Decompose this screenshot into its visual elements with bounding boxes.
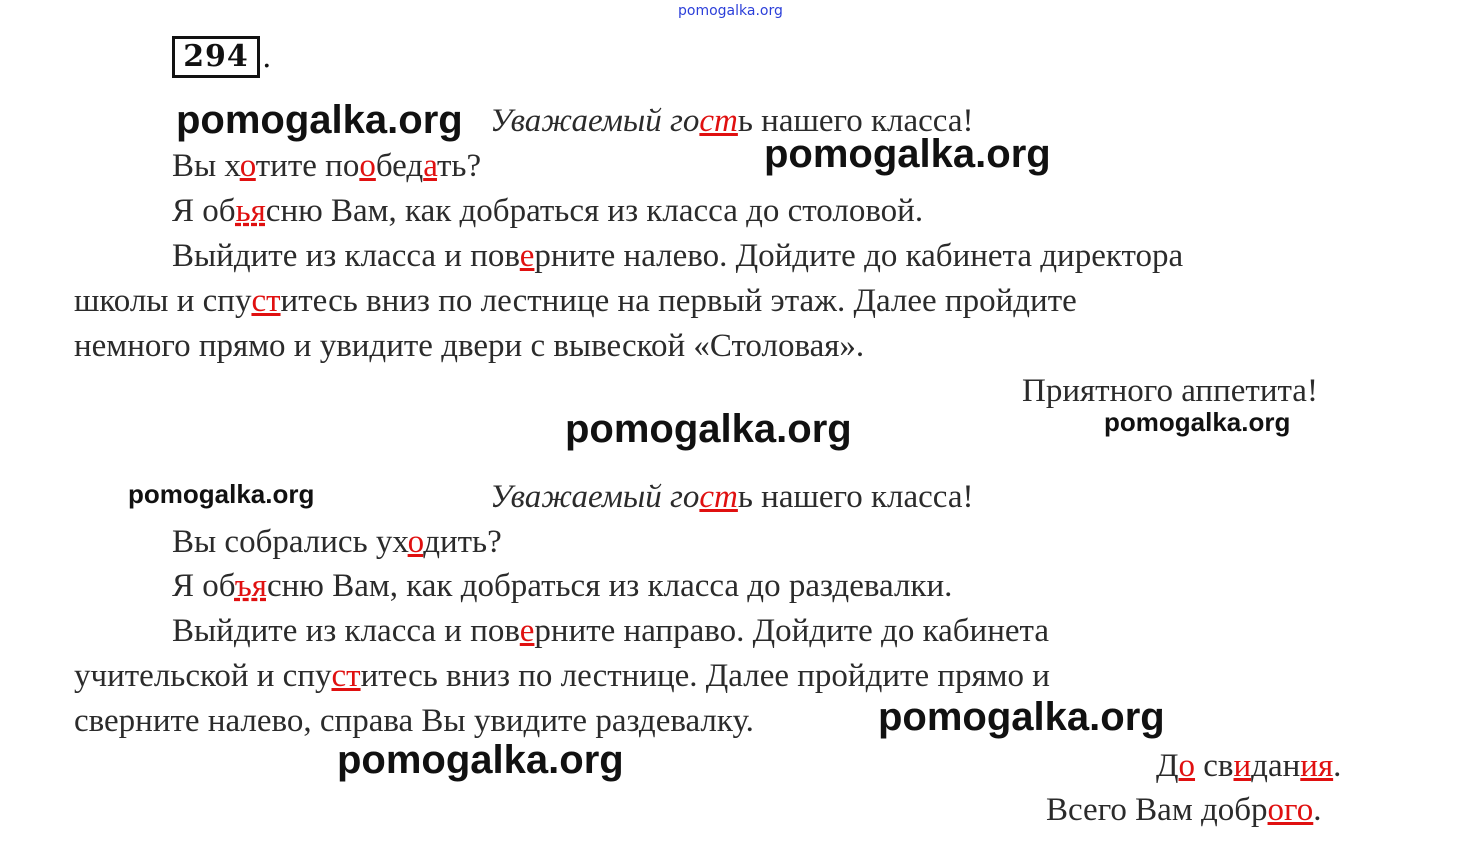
orthogram: ст <box>331 658 361 694</box>
letter2-line2 <box>172 566 952 606</box>
letter2-closing2 <box>1046 790 1322 830</box>
text-segment: школы и спу <box>74 283 252 319</box>
text-segment: итесь вниз по лестнице. Далее пройдите прямо и <box>360 658 1050 694</box>
exercise-number-dot: . <box>262 40 272 75</box>
letter1-line3 <box>172 236 1183 276</box>
text-segment: сню Вам, как добраться из класса до столовой. <box>265 193 924 229</box>
orthogram: ст <box>699 479 738 515</box>
letter2-line4 <box>74 656 1050 696</box>
orthogram: ъя <box>234 568 267 604</box>
text-segment: ь нашего класса! <box>737 479 974 515</box>
text-segment: сню Вам, как добраться из класса до раздевалки. <box>266 568 953 604</box>
watermark: pomogalka.org <box>337 738 624 782</box>
orthogram: о <box>407 524 424 560</box>
text-segment: св <box>1195 748 1234 784</box>
letter2-greeting <box>490 477 973 517</box>
text-segment: Д <box>1156 748 1179 784</box>
text-segment: бед <box>375 148 424 184</box>
orthogram: о <box>239 148 256 184</box>
text-segment: Вы собрались ух <box>172 524 408 560</box>
text-segment: ть? <box>436 148 482 184</box>
text-segment: Вы х <box>172 148 240 184</box>
watermark: pomogalka.org <box>1104 407 1291 437</box>
text-segment: итесь вниз по лестнице на первый этаж. Далее пройдите <box>280 283 1077 319</box>
orthogram: ья <box>235 193 266 229</box>
orthogram: о <box>359 148 376 184</box>
orthogram: е <box>519 613 535 649</box>
orthogram: ст <box>699 103 738 139</box>
text-segment: тите по <box>255 148 360 184</box>
orthogram: ст <box>251 283 281 319</box>
text-segment: дан <box>1251 748 1301 784</box>
orthogram: а <box>423 148 437 184</box>
text-segment: Я об <box>172 193 236 229</box>
letter2-line3 <box>172 611 1049 651</box>
text-segment: рните направо. Дойдите до кабинета <box>534 613 1049 649</box>
text-segment: Выйдите из класса и пов <box>172 613 520 649</box>
letter1-line2 <box>172 191 923 231</box>
watermark: pomogalka.org <box>128 479 315 509</box>
text-segment: Я об <box>172 568 235 604</box>
text-segment: Уважаемый го <box>490 103 700 139</box>
text-segment: рните налево. Дойдите до кабинета директора <box>534 238 1184 274</box>
text-segment: . <box>1333 748 1342 784</box>
text-segment: дить? <box>423 524 502 560</box>
watermark: pomogalka.org <box>878 695 1165 739</box>
orthogram: ого <box>1267 792 1314 828</box>
text-segment: ь нашего класса! <box>737 103 974 139</box>
text-segment: учительской и спу <box>74 658 332 694</box>
watermark: pomogalka.org <box>176 98 463 142</box>
text-segment: Уважаемый го <box>490 479 700 515</box>
orthogram: и <box>1233 748 1252 784</box>
text-segment: Выйдите из класса и пов <box>172 238 520 274</box>
letter1-line4 <box>74 281 1077 321</box>
orthogram: ия <box>1300 748 1334 784</box>
text-segment: Всего Вам добр <box>1046 792 1268 828</box>
letter2-line5: сверните налево, справа Вы увидите раздевалку. <box>74 703 754 739</box>
letter2-closing1 <box>1156 746 1341 786</box>
watermark: pomogalka.org <box>764 132 1051 176</box>
watermark-top: pomogalka.org <box>678 3 783 19</box>
text-segment: . <box>1313 792 1322 828</box>
letter2-line1 <box>172 522 502 562</box>
watermark: pomogalka.org <box>565 407 852 451</box>
letter1-closing: Приятного аппетита! <box>1022 373 1318 409</box>
letter1-line1 <box>172 146 481 186</box>
orthogram: е <box>519 238 535 274</box>
letter1-line5: немного прямо и увидите двери с вывеской «Столовая». <box>74 328 865 364</box>
exercise-number: 294 <box>172 36 260 78</box>
orthogram: о <box>1178 748 1196 784</box>
